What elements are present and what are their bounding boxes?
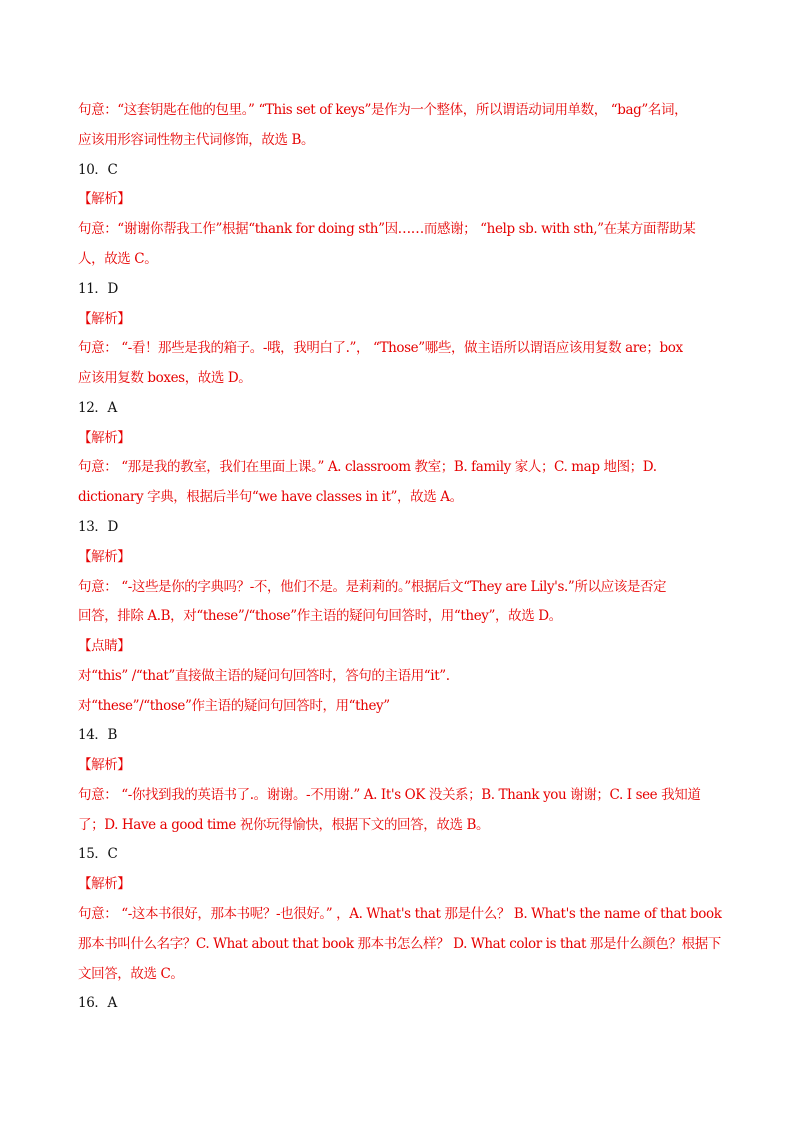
text-line: 了；D. Have a good time 祝你玩得愉快，根据下文的回答，故选 B。: [78, 817, 490, 833]
section-heading: 【点睛】: [78, 638, 131, 654]
text-line: 对“these”/“those”作主语的疑问句回答时，用“they”: [78, 698, 390, 714]
text-line: 句意： “-这本书很好，那本书呢？-也很好。” ，A. What's that 那是什么？ B. What's the name of that book: [78, 906, 722, 922]
question-number: 11．D: [78, 281, 118, 297]
section-heading: 【解析】: [78, 757, 131, 773]
text-line: 应该用复数 boxes，故选 D。: [78, 370, 252, 386]
text-line: 文回答，故选 C。: [78, 966, 184, 982]
section-heading: 【解析】: [78, 876, 131, 892]
text-line: 句意： “-看！那些是我的箱子。-哦，我明白了.”， “Those”哪些，做主语所以谓语应该用复数 are；box: [78, 340, 683, 356]
text-line: dictionary 字典，根据后半句“we have classes in it”，故选 A。: [78, 489, 463, 505]
question-number: 12．A: [78, 400, 117, 416]
question-number: 10．C: [78, 162, 118, 178]
section-heading: 【解析】: [78, 549, 131, 565]
question-number: 16．A: [78, 995, 117, 1011]
text-line: 句意：“谢谢你帮我工作”根据“thank for doing sth”因……而感谢； “help sb. with sth,”在某方面帮助某: [78, 221, 696, 237]
section-heading: 【解析】: [78, 311, 131, 327]
text-line: 对“this” /“that”直接做主语的疑问句回答时，答句的主语用“it”.: [78, 668, 450, 684]
text-line: 应该用形容词性物主代词修饰，故选 B。: [78, 132, 315, 148]
question-number: 13．D: [78, 519, 118, 535]
text-line: 句意： “-你找到我的英语书了.。谢谢。-不用谢.” A. It's OK 没关系；B. Thank you 谢谢；C. I see 我知道: [78, 787, 701, 803]
question-number: 15．C: [78, 846, 118, 862]
text-line: 句意： “那是我的教室，我们在里面上课。” A. classroom 教室；B. family 家人；C. map 地图；D.: [78, 459, 657, 475]
section-heading: 【解析】: [78, 191, 131, 207]
text-line: 那本书叫什么名字？C. What about that book 那本书怎么样？ D. What color is that 那是什么颜色？根据下: [78, 936, 721, 952]
section-heading: 【解析】: [78, 430, 131, 446]
question-number: 14．B: [78, 727, 117, 743]
text-line: 回答，排除 A.B，对“these”/“those”作主语的疑问句回答时，用“they”，故选 D。: [78, 608, 562, 624]
text-line: 人，故选 C。: [78, 251, 158, 267]
text-line: 句意： “-这些是你的字典吗？-不，他们不是。是莉莉的。”根据后文“They are Lily's.”所以应该是否定: [78, 579, 667, 595]
text-line: 句意：“这套钥匙在他的包里。” “This set of keys”是作为一个整体，所以谓语动词用单数， “bag”名词，: [78, 102, 688, 118]
